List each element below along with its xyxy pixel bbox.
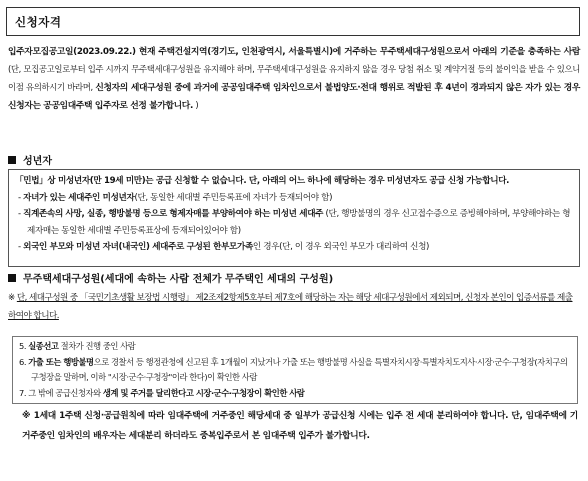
list-item [15, 190, 573, 207]
square-bullet-icon [8, 274, 16, 282]
adult-lead: 「민법」상 미성년자(만 19세 미만)는 공급 신청할 수 없습니다. 단, 아래의 어느 하나에 해당하는 경우 미성년자도 공급 신청 가능합니다. [15, 176, 510, 186]
dash-bullet: - [18, 192, 21, 203]
section-header [6, 7, 580, 36]
intro-body: (단, 모집공고일로부터 입주 시까지 무주택세대구성원을 유지해야 하며, 무주택세대구성원을 유지하지 않을 경우 당첨 취소 및 계약거절 등의 불이익을 받을 수 있으니 이점 유의하시기 바라며, [8, 64, 580, 92]
item-title: 생계 및 주거를 달리한다고 시장·군수·구청장이 확인한 사람 [102, 387, 305, 398]
item-pre: 그 밖에 공급신청자와 [28, 387, 103, 398]
item-desc: (단, 행방불명의 경우 신고접수증으로 증빙해야하며, 부양해야하는 형제자매는 동일한 세대별 주민등록표상에 등재되어있어야 함) [27, 209, 571, 236]
section-title: 무주택세대구성원 [23, 274, 101, 285]
item-desc: 인 경우(단, 이 경우 외국인 부모가 대리하여 신청) [252, 242, 430, 252]
section-heading-household [8, 270, 333, 285]
list-item [19, 386, 571, 402]
exclusion-note [8, 290, 580, 325]
list-item [19, 355, 571, 386]
item-title: 실종선고 [28, 341, 59, 351]
list-item [15, 206, 573, 239]
dash-bullet: - [18, 209, 21, 219]
intro-close: ) [195, 100, 199, 110]
intro-emphasis: 신청자의 세대구성원 중에 과거에 공공임대주택 임차인으로서 불법양도·전대 행위로 적발된 후 4년이 경과되지 않은 자가 있는 경우 신청자는 공공임대주택 입주자로 선정 불가합니다. [8, 83, 580, 111]
square-bullet-icon [8, 156, 16, 164]
reference-mark: ※ [8, 293, 15, 303]
item-number: 7. [19, 387, 27, 398]
exclusion-text: 단, 세대구성원 중 「국민기초생활 보장법 시행령」 제2조제2항제5호부터 제7호에 해당하는 자는 해당 세대구성원에서 제외되며, 신청자 본인이 입증서류를 제출하여야 합니다. [8, 293, 573, 321]
intro-lead: 입주자모집공고일(2023.09.22.) 현재 주택건설지역(경기도, 인천광역시, 서울특별시)에 거주하는 무주택세대구성원으로서 아래의 기준을 충족하는 사람 [8, 47, 580, 57]
dash-bullet: - [18, 242, 21, 252]
item-rest: 으로 경찰서 등 행정관청에 신고된 후 1개월이 지났거나 가출 또는 행방불명 사실을 특별자치시장·특별자치도지사·시장·군수·구청장(자치구의 구청장을 말하며, 이하 "시장·군수·구청장"이라 한다)이 확인한 사람 [31, 356, 568, 382]
household-split-note [22, 406, 578, 446]
item-title: 직계존속의 사망, 실종, 행방불명 등으로 형제자매를 부양하여야 하는 미성년 세대주 [23, 209, 324, 219]
adult-rules-box [8, 169, 580, 267]
page-title: 신청자격 [15, 15, 62, 29]
split-text: 1세대 1주택 신청·공급원칙에 따라 임대주택에 거주중인 해당세대 중 일부가 공급신청 시에는 입주 전 세대 분리하여야 합니다. 단, 임대주택에 기 거주중인 임차인의 배우자는 세대분리 하더라도 중복입주로서 본 임대주택 입주가 불가합니다. [22, 411, 578, 441]
list-item [19, 339, 571, 355]
item-rest: 절차가 진행 중인 사람 [58, 341, 136, 351]
item-title: 자녀가 있는 세대주인 미성년자 [23, 192, 135, 203]
section-heading-adult [8, 152, 52, 167]
list-item [15, 239, 573, 256]
section-desc: (세대에 속하는 사람 전체가 무주택인 세대의 구성원) [100, 274, 334, 285]
item-title: 가출 또는 행방불명 [28, 356, 94, 367]
section-title: 성년자 [23, 156, 52, 167]
item-title: 외국인 부모와 미성년 자녀(내국인) 세대주로 구성된 한부모가족 [23, 242, 253, 252]
item-desc: (단, 동일한 세대별 주민등록표에 자녀가 등재되어야 함) [134, 192, 333, 203]
intro-paragraph [8, 44, 580, 115]
reference-mark: ※ [22, 411, 31, 421]
item-number: 5. [19, 341, 27, 351]
exclusion-list-box [12, 336, 578, 404]
item-number: 6. [19, 356, 27, 367]
